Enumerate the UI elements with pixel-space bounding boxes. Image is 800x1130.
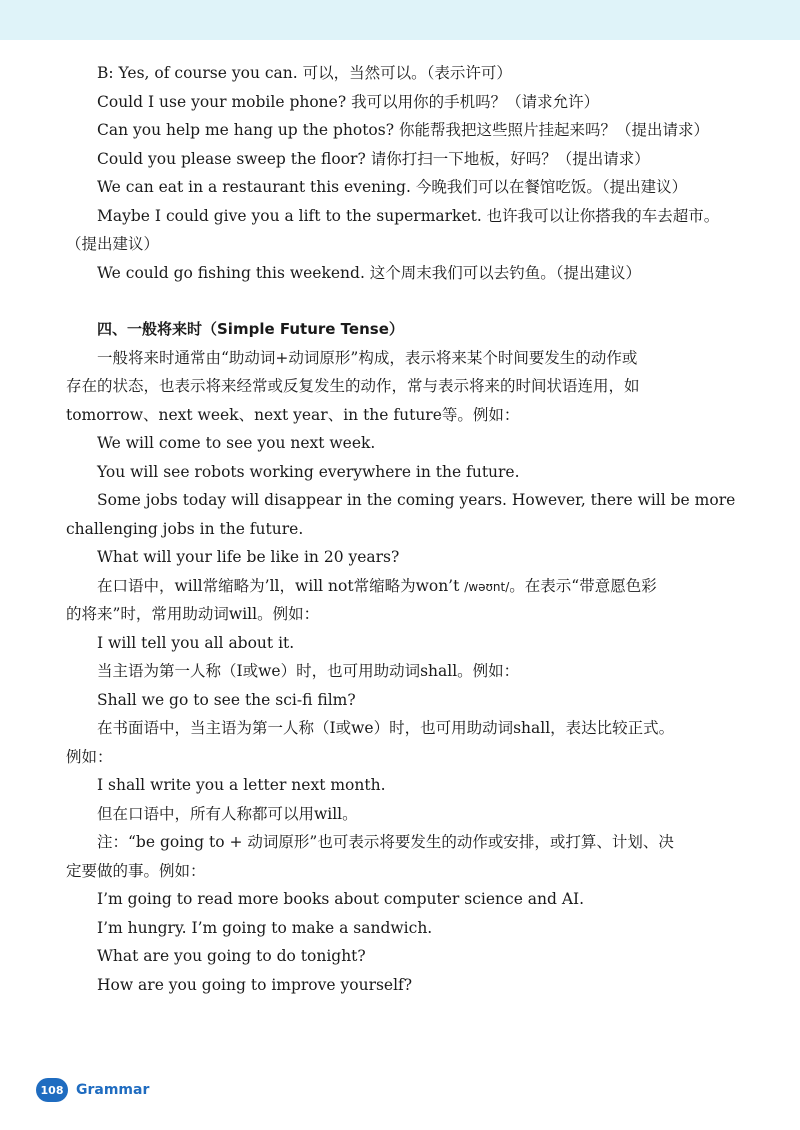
paragraph-line: 但在口语中，所有人称都可以用will。 [97, 804, 358, 823]
top-color-band [0, 0, 800, 40]
example-line: B: Yes, of course you can. 可以，当然可以。（表示许可） [97, 64, 512, 82]
example-line: What are you going to do tonight? [97, 947, 366, 965]
example-line: I’m hungry. I’m going to make a sandwich. [97, 918, 433, 937]
paragraph-line: 一般将来时通常由“助动词+动词原形”构成，表示将来某个时间要发生的动作或 [97, 348, 638, 367]
page-body [66, 59, 736, 999]
example-line: Maybe I could give you a lift to the supermarket. 也许我可以让你搭我的车去超市。 [97, 206, 720, 225]
example-line: I shall write you a letter next month. [97, 776, 386, 794]
example-line: Could you please sweep the floor? 请你打扫一下地板，好吗？（提出请求） [97, 149, 650, 168]
example-line: Shall we go to see the sci-fi film? [97, 690, 356, 709]
footer-section-label: Grammar [76, 1082, 150, 1098]
example-line: You will see robots working everywhere in the future. [97, 462, 520, 481]
example-line: What will your life be like in 20 years? [97, 548, 400, 566]
example-line: We will come to see you next week. [97, 434, 376, 452]
example-line: How are you going to improve yourself? [97, 975, 413, 994]
paragraph-line: tomorrow、next week、next year、in the future等。例如： [66, 405, 520, 424]
example-line: Could I use your mobile phone? 我可以用你的手机吗？（请求允许） [97, 92, 600, 111]
page-footer [36, 1076, 149, 1104]
page-number-badge: 108 [36, 1078, 68, 1102]
contraction-note: 在口语中，will常缩略为’ll，will not常缩略为won’t [97, 576, 460, 595]
section-heading: 四、一般将来时（Simple Future Tense） [97, 320, 404, 338]
note-line: 定要做的事。例如： [66, 861, 206, 880]
paragraph-line: 当主语为第一人称（I或we）时，也可用助动词shall。例如： [97, 662, 520, 680]
paragraph-line [66, 572, 692, 601]
example-line: I will tell you all about it. [97, 633, 295, 652]
example-line: We could go fishing this weekend. 这个周末我们可以去钓鱼。（提出建议） [97, 263, 642, 282]
example-line: Can you help me hang up the photos? 你能帮我把这些照片挂起来吗？（提出请求） [97, 121, 709, 139]
paragraph-line: 例如： [66, 747, 113, 766]
paragraph-line: 的将来”时，常用助动词will。例如： [66, 605, 320, 623]
example-line: Some jobs today will disappear in the coming years. However, there will be more [97, 491, 736, 509]
example-line-continued: （提出建议） [66, 235, 160, 253]
example-line-continued: challenging jobs in the future. [66, 519, 304, 538]
example-line: I’m going to read more books about computer science and AI. [97, 890, 585, 908]
phonetic-transcription: /wəʊnt/ [464, 579, 510, 594]
example-line: We can eat in a restaurant this evening. 今晚我们可以在餐馆吃饭。（提出建议） [97, 178, 688, 196]
paragraph-line: 存在的状态，也表示将来经常或反复发生的动作，常与表示将来的时间状语连用，如 [66, 377, 640, 395]
paragraph-line: 在书面语中，当主语为第一人称（I或we）时，也可用助动词shall，表达比较正式。 [97, 719, 675, 737]
contraction-note-end: 。在表示“带意愿色彩 [509, 576, 657, 595]
note-line: 注：“be going to + 动词原形”也可表示将要发生的动作或安排，或打算、计划、决 [97, 833, 674, 851]
